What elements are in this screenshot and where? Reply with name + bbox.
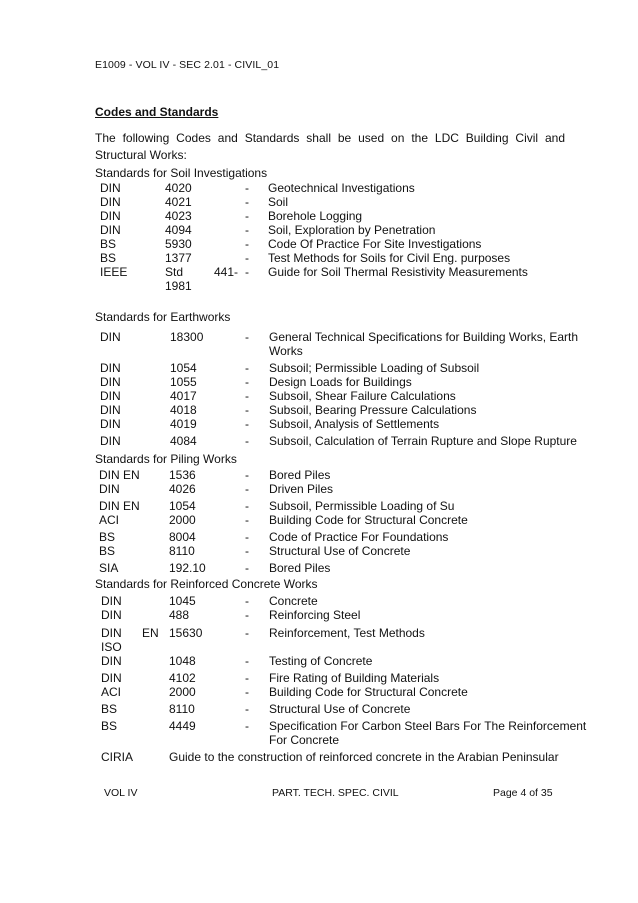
separator: - bbox=[245, 608, 249, 622]
standard-title: Building Code for Structural Concrete bbox=[269, 513, 468, 527]
footer-volume: VOL IV bbox=[104, 787, 138, 799]
standard-org: ACI bbox=[101, 685, 122, 699]
standard-row bbox=[95, 209, 595, 223]
standard-number: 1377 bbox=[165, 251, 192, 265]
standard-title: Subsoil; Permissible Loading of Subsoil bbox=[269, 361, 480, 375]
standard-number: 8110 bbox=[169, 702, 195, 716]
standard-row bbox=[95, 513, 595, 527]
standard-title: Design Loads for Buildings bbox=[269, 375, 412, 389]
standard-org: BS bbox=[100, 237, 117, 251]
standard-title: Concrete bbox=[269, 594, 318, 608]
footer-page-number: Page 4 of 35 bbox=[493, 787, 553, 799]
standard-number: 4102 bbox=[169, 671, 196, 685]
standard-row bbox=[95, 750, 595, 764]
standard-org: DIN EN bbox=[99, 468, 140, 482]
standard-number: 5930 bbox=[165, 237, 192, 251]
standard-org: DIN bbox=[100, 361, 121, 375]
standard-org-iso: ISO bbox=[101, 640, 122, 654]
standard-org: DIN bbox=[100, 181, 121, 195]
standard-row bbox=[95, 482, 595, 496]
standard-org: ACI bbox=[99, 513, 120, 527]
standards-group-piling-works bbox=[95, 452, 595, 575]
separator: - bbox=[245, 223, 249, 237]
standard-row bbox=[95, 417, 595, 431]
standard-org: DIN bbox=[100, 417, 121, 431]
section-title: Codes and Standards bbox=[95, 105, 219, 119]
standard-number-part: 441- bbox=[214, 265, 239, 279]
standards-group-reinforced-concrete bbox=[95, 577, 595, 764]
standard-title: Test Methods for Soils for Civil Eng. purposes bbox=[268, 251, 511, 265]
standard-number: 4449 bbox=[169, 719, 196, 733]
standard-org: DIN bbox=[100, 389, 121, 403]
standard-title: Structural Use of Concrete bbox=[269, 702, 411, 716]
standards-group-soil-investigations bbox=[95, 166, 595, 293]
separator: - bbox=[245, 530, 249, 544]
standard-row bbox=[95, 685, 595, 699]
document-header: E1009 - VOL IV - SEC 2.01 - CIVIL_01 bbox=[95, 59, 280, 71]
separator: - bbox=[245, 330, 249, 344]
standard-title: Bored Piles bbox=[269, 468, 331, 482]
standard-title: Driven Piles bbox=[269, 482, 334, 496]
standard-number: 1045 bbox=[169, 594, 196, 608]
standard-title: Reinforcing Steel bbox=[269, 608, 361, 622]
standard-title: Testing of Concrete bbox=[269, 654, 373, 668]
standard-row bbox=[95, 608, 595, 622]
standard-year: 1981 bbox=[165, 279, 192, 293]
standard-row bbox=[95, 361, 595, 375]
standard-row bbox=[95, 434, 595, 448]
standard-org: BS bbox=[99, 544, 116, 558]
standard-row bbox=[95, 594, 595, 608]
separator: - bbox=[245, 237, 249, 251]
separator: - bbox=[245, 181, 249, 195]
standard-row bbox=[95, 403, 595, 417]
separator: - bbox=[245, 265, 249, 279]
standard-number: 4084 bbox=[170, 434, 197, 448]
separator: - bbox=[245, 195, 249, 209]
separator: - bbox=[245, 702, 249, 716]
standard-row bbox=[95, 654, 595, 668]
standard-org: DIN bbox=[100, 195, 121, 209]
separator: - bbox=[245, 482, 249, 496]
group-title: Standards for Reinforced Concrete Works bbox=[95, 577, 318, 591]
standard-number: 1054 bbox=[169, 499, 196, 513]
standard-row bbox=[95, 719, 595, 747]
standard-title: Specification For Carbon Steel Bars For The Reinforcement For Concrete bbox=[269, 719, 587, 747]
standard-row bbox=[95, 237, 595, 251]
standard-row bbox=[95, 195, 595, 209]
standard-number: 192.10 bbox=[169, 561, 206, 575]
standard-row bbox=[95, 702, 595, 716]
standard-number: 18300 bbox=[170, 330, 204, 344]
separator: - bbox=[245, 544, 249, 558]
standard-org: DIN bbox=[101, 654, 122, 668]
standard-row bbox=[95, 181, 595, 195]
standard-title: Subsoil, Analysis of Settlements bbox=[269, 417, 440, 431]
standard-row bbox=[95, 544, 595, 558]
separator: - bbox=[245, 434, 249, 448]
standard-row bbox=[95, 389, 595, 403]
separator: - bbox=[245, 626, 249, 640]
standard-number: 488 bbox=[169, 608, 190, 622]
standards-group-earthworks bbox=[95, 310, 595, 448]
standard-title: Building Code for Structural Concrete bbox=[269, 685, 468, 699]
separator: - bbox=[245, 403, 249, 417]
standard-org: DIN bbox=[100, 330, 121, 344]
standard-org-secondary: EN bbox=[142, 626, 159, 640]
standard-org: BS bbox=[99, 530, 116, 544]
standard-number: 1536 bbox=[169, 468, 196, 482]
separator: - bbox=[245, 251, 249, 265]
separator: - bbox=[245, 499, 249, 513]
separator: - bbox=[245, 685, 249, 699]
standard-org: BS bbox=[101, 702, 118, 716]
separator: - bbox=[245, 719, 249, 733]
standard-title: Reinforcement, Test Methods bbox=[269, 626, 425, 640]
standard-title: Guide to the construction of reinforced concrete in the Arabian Peninsular bbox=[169, 750, 559, 764]
standard-row bbox=[95, 671, 595, 685]
separator: - bbox=[245, 209, 249, 223]
standard-org: DIN bbox=[100, 209, 121, 223]
standard-title: Subsoil, Permissible Loading of Su bbox=[269, 499, 455, 513]
standard-row bbox=[95, 375, 595, 389]
separator: - bbox=[245, 417, 249, 431]
standard-number: 2000 bbox=[169, 685, 196, 699]
standard-number: 8004 bbox=[169, 530, 196, 544]
standard-number: 4094 bbox=[165, 223, 192, 237]
footer-spec-title: PART. TECH. SPEC. CIVIL bbox=[272, 787, 399, 799]
separator: - bbox=[245, 561, 249, 575]
standard-number: 4023 bbox=[165, 209, 192, 223]
separator: - bbox=[245, 513, 249, 527]
standard-number: 4020 bbox=[165, 181, 192, 195]
standard-title: Soil, Exploration by Penetration bbox=[268, 223, 436, 237]
standard-title: General Technical Specifications for Building Works, Earth Works bbox=[269, 330, 579, 358]
standard-row bbox=[95, 626, 595, 654]
standard-row bbox=[95, 499, 595, 513]
separator: - bbox=[245, 361, 249, 375]
standard-number: 4021 bbox=[165, 195, 192, 209]
standard-title: Structural Use of Concrete bbox=[269, 544, 411, 558]
standard-org: DIN bbox=[100, 223, 121, 237]
standard-org: BS bbox=[100, 251, 117, 265]
standard-org: DIN bbox=[101, 594, 122, 608]
standard-title: Geotechnical Investigations bbox=[268, 181, 415, 195]
standard-org: BS bbox=[101, 719, 118, 733]
standard-org: IEEE bbox=[100, 265, 128, 279]
standard-row bbox=[95, 330, 595, 358]
standard-row bbox=[95, 468, 595, 482]
separator: - bbox=[245, 389, 249, 403]
standard-org: DIN bbox=[101, 671, 122, 685]
standard-number: 2000 bbox=[169, 513, 196, 527]
standard-org: CIRIA bbox=[101, 750, 134, 764]
standard-org: DIN bbox=[99, 482, 120, 496]
standard-org: SIA bbox=[99, 561, 119, 575]
standard-title: Borehole Logging bbox=[268, 209, 363, 223]
separator: - bbox=[245, 375, 249, 389]
standard-row bbox=[95, 251, 595, 265]
standard-title: Code of Practice For Foundations bbox=[269, 530, 449, 544]
standard-title: Bored Piles bbox=[269, 561, 331, 575]
standard-number: 4026 bbox=[169, 482, 196, 496]
group-title: Standards for Earthworks bbox=[95, 310, 231, 324]
standard-number: 1055 bbox=[170, 375, 197, 389]
standard-number: 1054 bbox=[170, 361, 197, 375]
standard-number: 4017 bbox=[170, 389, 197, 403]
separator: - bbox=[245, 671, 249, 685]
separator: - bbox=[245, 468, 249, 482]
standard-number: 4019 bbox=[170, 417, 197, 431]
standard-title: Soil bbox=[268, 195, 289, 209]
standard-org: DIN bbox=[100, 375, 121, 389]
standard-title: Subsoil, Shear Failure Calculations bbox=[269, 389, 456, 403]
standard-number: 1048 bbox=[169, 654, 196, 668]
group-title: Standards for Piling Works bbox=[95, 452, 237, 466]
standard-title: Guide for Soil Thermal Resistivity Measurements bbox=[268, 265, 528, 279]
standard-row bbox=[95, 561, 595, 575]
separator: - bbox=[245, 654, 249, 668]
intro-paragraph: The following Codes and Standards shall be used on the LDC Building Civil and Structural Works: bbox=[95, 131, 565, 162]
standard-org: DIN bbox=[100, 434, 121, 448]
standard-number: 15630 bbox=[169, 626, 203, 640]
group-title: Standards for Soil Investigations bbox=[95, 166, 268, 180]
standard-org: DIN bbox=[101, 626, 122, 640]
standard-org: DIN bbox=[100, 403, 121, 417]
standard-number: 4018 bbox=[170, 403, 197, 417]
standard-number: Std bbox=[165, 265, 184, 279]
separator: - bbox=[245, 594, 249, 608]
standard-title: Subsoil, Calculation of Terrain Rupture and Slope Rupture bbox=[269, 434, 577, 448]
standard-row bbox=[95, 265, 595, 293]
standard-org: DIN EN bbox=[99, 499, 140, 513]
standard-title: Code Of Practice For Site Investigations bbox=[268, 237, 482, 251]
standard-number: 8110 bbox=[169, 544, 195, 558]
standard-row bbox=[95, 223, 595, 237]
standard-row bbox=[95, 530, 595, 544]
standard-title: Fire Rating of Building Materials bbox=[269, 671, 440, 685]
standard-title: Subsoil, Bearing Pressure Calculations bbox=[269, 403, 477, 417]
standard-org: DIN bbox=[101, 608, 122, 622]
